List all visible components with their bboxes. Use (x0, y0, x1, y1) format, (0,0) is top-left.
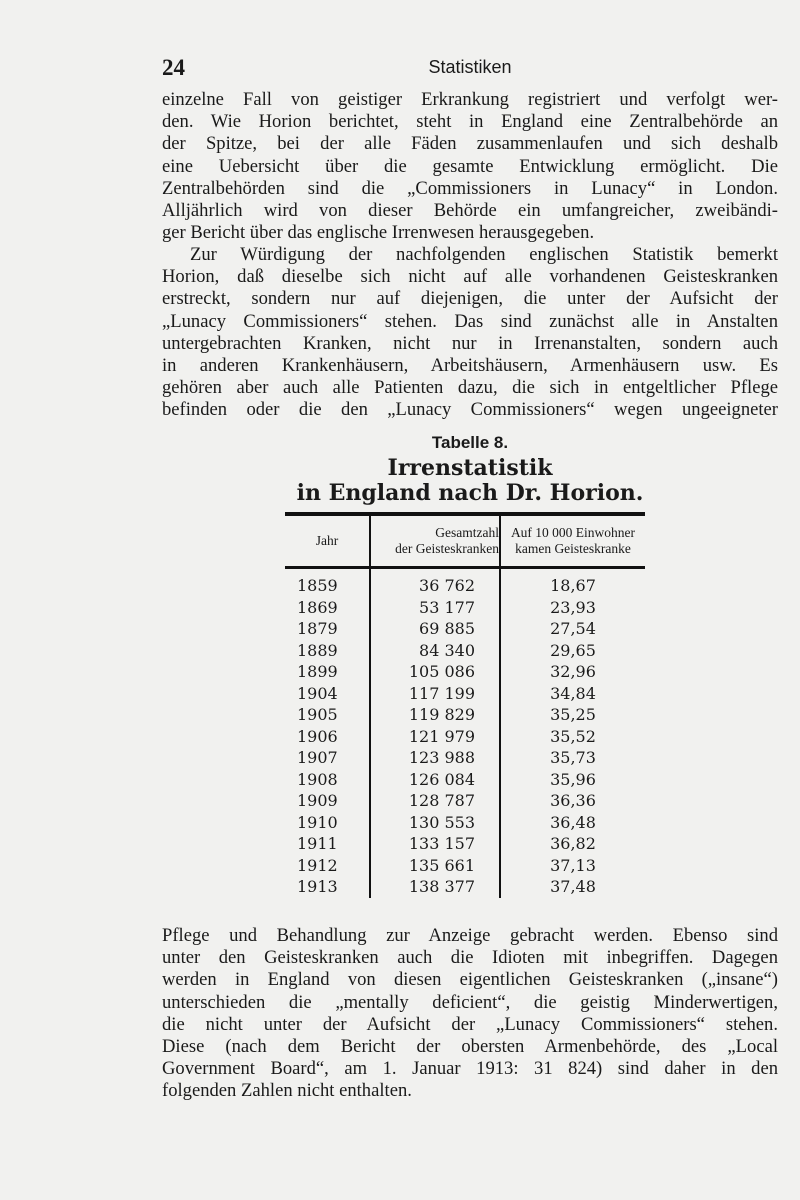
cell-year: 1869 (285, 597, 370, 619)
table-row (285, 812, 645, 834)
cell-per-10000: 18,67 (550, 576, 596, 596)
text-line: unterschieden die „mentally deficient“, die geistig Minderwertigen, (162, 991, 778, 1013)
table-row (285, 769, 645, 791)
table-row (285, 726, 645, 748)
text-line: werden in England von diesen eigentlichen Geisteskranken („insane“) (162, 969, 778, 991)
table-row (285, 704, 645, 726)
cell-year: 1906 (285, 726, 370, 748)
cell-year: 1859 (285, 568, 370, 597)
table-row (285, 683, 645, 705)
cell-year: 1905 (285, 704, 370, 726)
cell-total: 135 661 (370, 855, 500, 877)
cell-per-10000: 23,93 (550, 597, 596, 617)
cell-year: 1904 (285, 683, 370, 705)
cell-year: 1911 (285, 833, 370, 855)
cell-per-10000: 36,82 (550, 834, 596, 854)
header-per-10000 (500, 514, 645, 568)
cell-total: 84 340 (370, 640, 500, 662)
text-line: gehören aber auch alle Patienten dazu, die sich in entgeltlicher Pflege (162, 377, 778, 399)
text-line: der Spitze, bei der alle Fäden zusammenlaufen und sich deshalb (162, 133, 778, 155)
text-line: Horion, daß dieselbe sich nicht auf alle vorhandenen Geisteskranken (162, 266, 778, 288)
text-line: Diese (nach dem Bericht der obersten Armenbehörde, des „Local (162, 1036, 778, 1058)
table-row (285, 661, 645, 683)
table-row (285, 855, 645, 877)
cell-year: 1907 (285, 747, 370, 769)
table-row (285, 876, 645, 898)
table-row (285, 597, 645, 619)
page-header (162, 55, 778, 81)
paragraph-1 (162, 89, 778, 244)
table-title-line-1: Irrenstatistik (387, 455, 553, 481)
table-row (285, 568, 645, 597)
text-line: unter den Geisteskranken auch die Idioten mit inbegriffen. Dagegen (162, 947, 778, 969)
text-line: folgenden Zahlen nicht enthalten. (162, 1080, 412, 1102)
cell-year: 1909 (285, 790, 370, 812)
table-row (285, 790, 645, 812)
table-row (285, 640, 645, 662)
text-line: Zentralbehörden sind die „Commissioners in Lunacy“ in London. (162, 177, 778, 199)
table-header-row (285, 514, 645, 568)
statistics-table (285, 512, 645, 898)
cell-per-10000: 36,36 (550, 791, 596, 811)
cell-total: 36 762 (370, 568, 500, 597)
cell-per-10000: 29,65 (550, 640, 596, 660)
cell-total: 128 787 (370, 790, 500, 812)
text-line: eine Uebersicht über die gesamte Entwicklung ermöglicht. Die (162, 155, 778, 177)
cell-per-10000: 37,13 (550, 855, 596, 875)
text-line: in anderen Krankenhäusern, Arbeitshäusern, Armenhäusern usw. Es (162, 355, 778, 377)
header-year: Jahr (285, 514, 370, 568)
table-title-line-2: in England nach Dr. Horion. (296, 480, 644, 506)
cell-year: 1913 (285, 876, 370, 898)
cell-per-10000: 34,84 (550, 683, 596, 703)
text-line: Alljährlich wird von dieser Behörde ein umfangreicher, zweibändi- (162, 200, 778, 222)
cell-total: 105 086 (370, 661, 500, 683)
cell-per-10000: 35,73 (550, 748, 596, 768)
text-line: einzelne Fall von geistiger Erkrankung registriert und verfolgt wer- (162, 89, 778, 110)
cell-per-10000: 37,48 (550, 877, 596, 897)
cell-year: 1910 (285, 812, 370, 834)
text-line: erstreckt, sondern nur auf diejenigen, die unter der Aufsicht der (162, 288, 778, 310)
cell-per-10000: 35,52 (550, 726, 596, 746)
header-total-line-1: Gesamtzahl (435, 525, 499, 540)
cell-total: 53 177 (370, 597, 500, 619)
text-line: Government Board“, am 1. Januar 1913: 31 824) sind daher in den (162, 1058, 778, 1080)
table-row (285, 618, 645, 640)
cell-per-10000: 27,54 (550, 619, 596, 639)
cell-total: 119 829 (370, 704, 500, 726)
cell-total: 117 199 (370, 683, 500, 705)
header-total-line-2: der Geisteskranken (395, 541, 499, 556)
table-row (285, 833, 645, 855)
text-line: ger Bericht über das englische Irrenwesen herausgegeben. (162, 222, 595, 244)
cell-total: 130 553 (370, 812, 500, 834)
text-line: „Lunacy Commissioners“ stehen. Das sind zunächst alle in Anstalten (162, 310, 778, 332)
text-line: untergebrachten Kranken, nicht nur in Irrenanstalten, sondern auch (162, 332, 778, 354)
text-line: befinden oder die den „Lunacy Commissioners“ wegen ungeeigneter (162, 399, 778, 421)
text-line: Zur Würdigung der nachfolgenden englischen Statistik bemerkt (190, 244, 778, 265)
cell-year: 1912 (285, 855, 370, 877)
text-line: den. Wie Horion berichtet, steht in England eine Zentralbehörde an (162, 111, 778, 133)
cell-per-10000: 32,96 (550, 662, 596, 682)
header-total (370, 514, 500, 568)
cell-year: 1899 (285, 661, 370, 683)
text-line: die nicht unter der Aufsicht der „Lunacy Commissioners“ stehen. (162, 1013, 778, 1035)
cell-per-10000: 35,96 (550, 769, 596, 789)
cell-total: 69 885 (370, 618, 500, 640)
cell-total: 138 377 (370, 876, 500, 898)
table-title (280, 456, 660, 506)
table-row (285, 747, 645, 769)
cell-per-10000: 36,48 (550, 812, 596, 832)
cell-total: 123 988 (370, 747, 500, 769)
paragraph-3 (162, 925, 778, 1103)
text-line: Pflege und Behandlung zur Anzeige gebracht werden. Ebenso sind (162, 925, 778, 946)
header-per-10000-line-2: kamen Geisteskranke (515, 541, 631, 556)
cell-year: 1879 (285, 618, 370, 640)
page-number: 24 (162, 55, 185, 80)
cell-year: 1908 (285, 769, 370, 791)
cell-total: 126 084 (370, 769, 500, 791)
paragraph-2 (162, 244, 778, 422)
cell-total: 133 157 (370, 833, 500, 855)
cell-year: 1889 (285, 640, 370, 662)
cell-total: 121 979 (370, 726, 500, 748)
running-head: Statistiken (428, 57, 512, 77)
header-per-10000-line-1: Auf 10 000 Einwohner (510, 525, 636, 540)
table-label: Tabelle 8. (431, 433, 509, 452)
cell-per-10000: 35,25 (550, 705, 596, 725)
